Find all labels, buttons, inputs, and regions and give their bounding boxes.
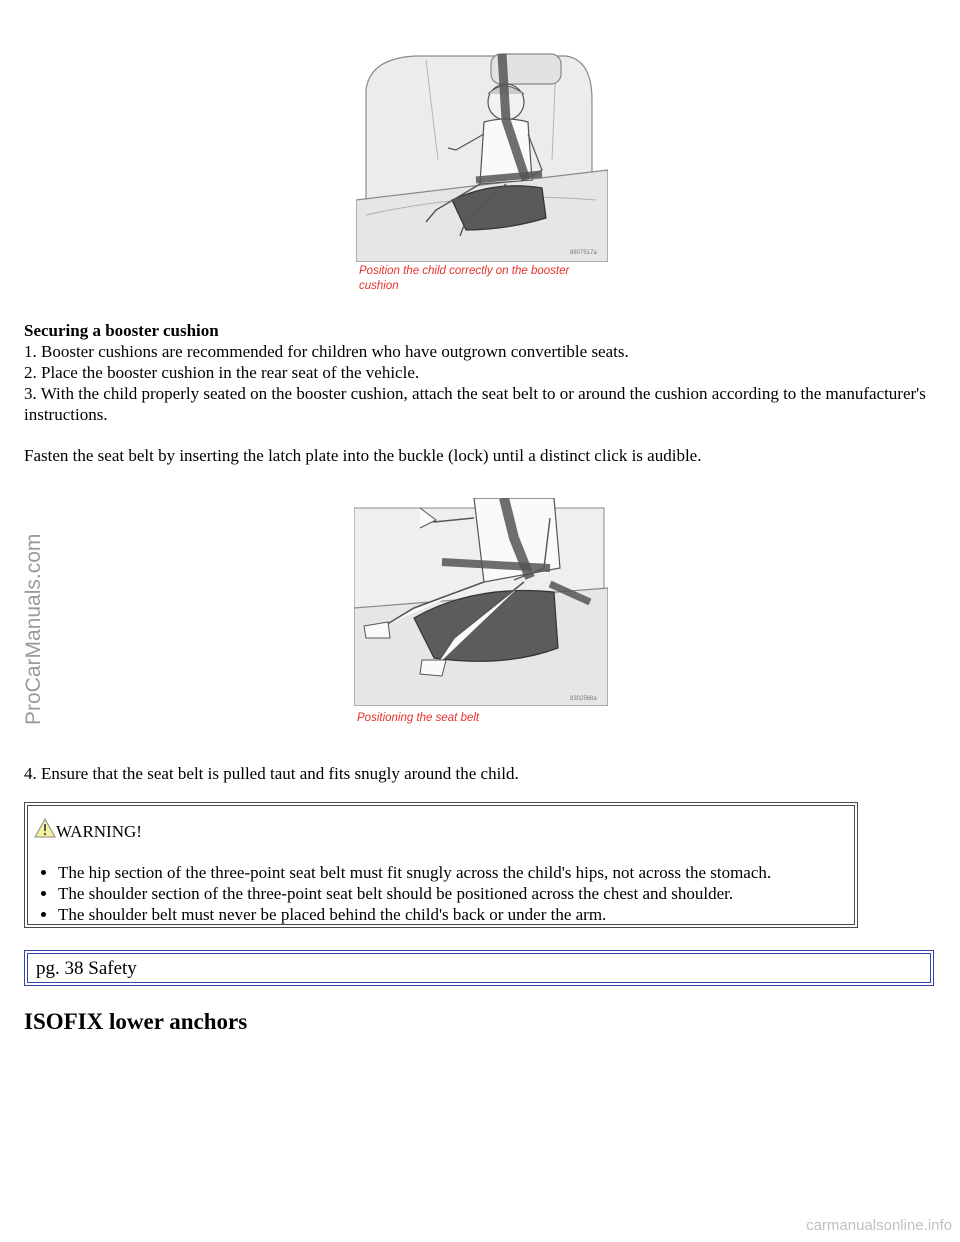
- figure-positioning-belt: [354, 498, 608, 730]
- step-4: 4. Ensure that the seat belt is pulled taut and fits snugly around the child.: [24, 764, 519, 783]
- side-watermark: ProCarManuals.com: [22, 533, 45, 725]
- isofix-heading: ISOFIX lower anchors: [24, 1009, 248, 1034]
- step-2: 2. Place the booster cushion in the rear seat of the vehicle.: [24, 363, 420, 382]
- figure-child-on-booster: [356, 50, 608, 298]
- booster-illustration-1: [356, 50, 608, 262]
- page-label: pg. 38 Safety: [36, 958, 137, 979]
- warning-item: • The hip section of the three-point seat belt must fit snugly across the child's hips, not across the stomach.: [58, 862, 848, 883]
- fasten-paragraph: Fasten the seat belt by inserting the latch plate into the buckle (lock) until a distinct click is audible.: [24, 446, 702, 465]
- section-heading: Securing a booster cushion: [24, 321, 219, 340]
- figure2-code: 8302568a: [570, 696, 597, 702]
- warning-triangle-icon: [34, 818, 56, 838]
- booster-section: [24, 320, 934, 425]
- warning-item: • The shoulder section of the three-point seat belt should be positioned across the chest and shoulder.: [58, 883, 848, 904]
- warning-title: WARNING!: [56, 822, 142, 841]
- figure1-code: 8807517a: [570, 250, 597, 256]
- booster-illustration-2: [354, 498, 608, 706]
- figure2-caption: Positioning the seat belt: [357, 712, 480, 724]
- warning-box: [24, 802, 858, 928]
- page-label-box: [24, 950, 934, 986]
- figure1-caption: Position the child correctly on the booster cushion: [359, 265, 570, 292]
- warning-list: [34, 862, 848, 925]
- warning-item: • The shoulder belt must never be placed behind the child's back or under the arm.: [58, 904, 848, 925]
- warning-title-row: [34, 814, 848, 850]
- step-1: 1. Booster cushions are recommended for children who have outgrown convertible seats.: [24, 342, 629, 361]
- step-3: 3. With the child properly seated on the booster cushion, attach the seat belt to or around the cushion according to the manufacturer's instructions.: [24, 384, 926, 424]
- footer-watermark: carmanualsonline.info: [806, 1217, 952, 1234]
